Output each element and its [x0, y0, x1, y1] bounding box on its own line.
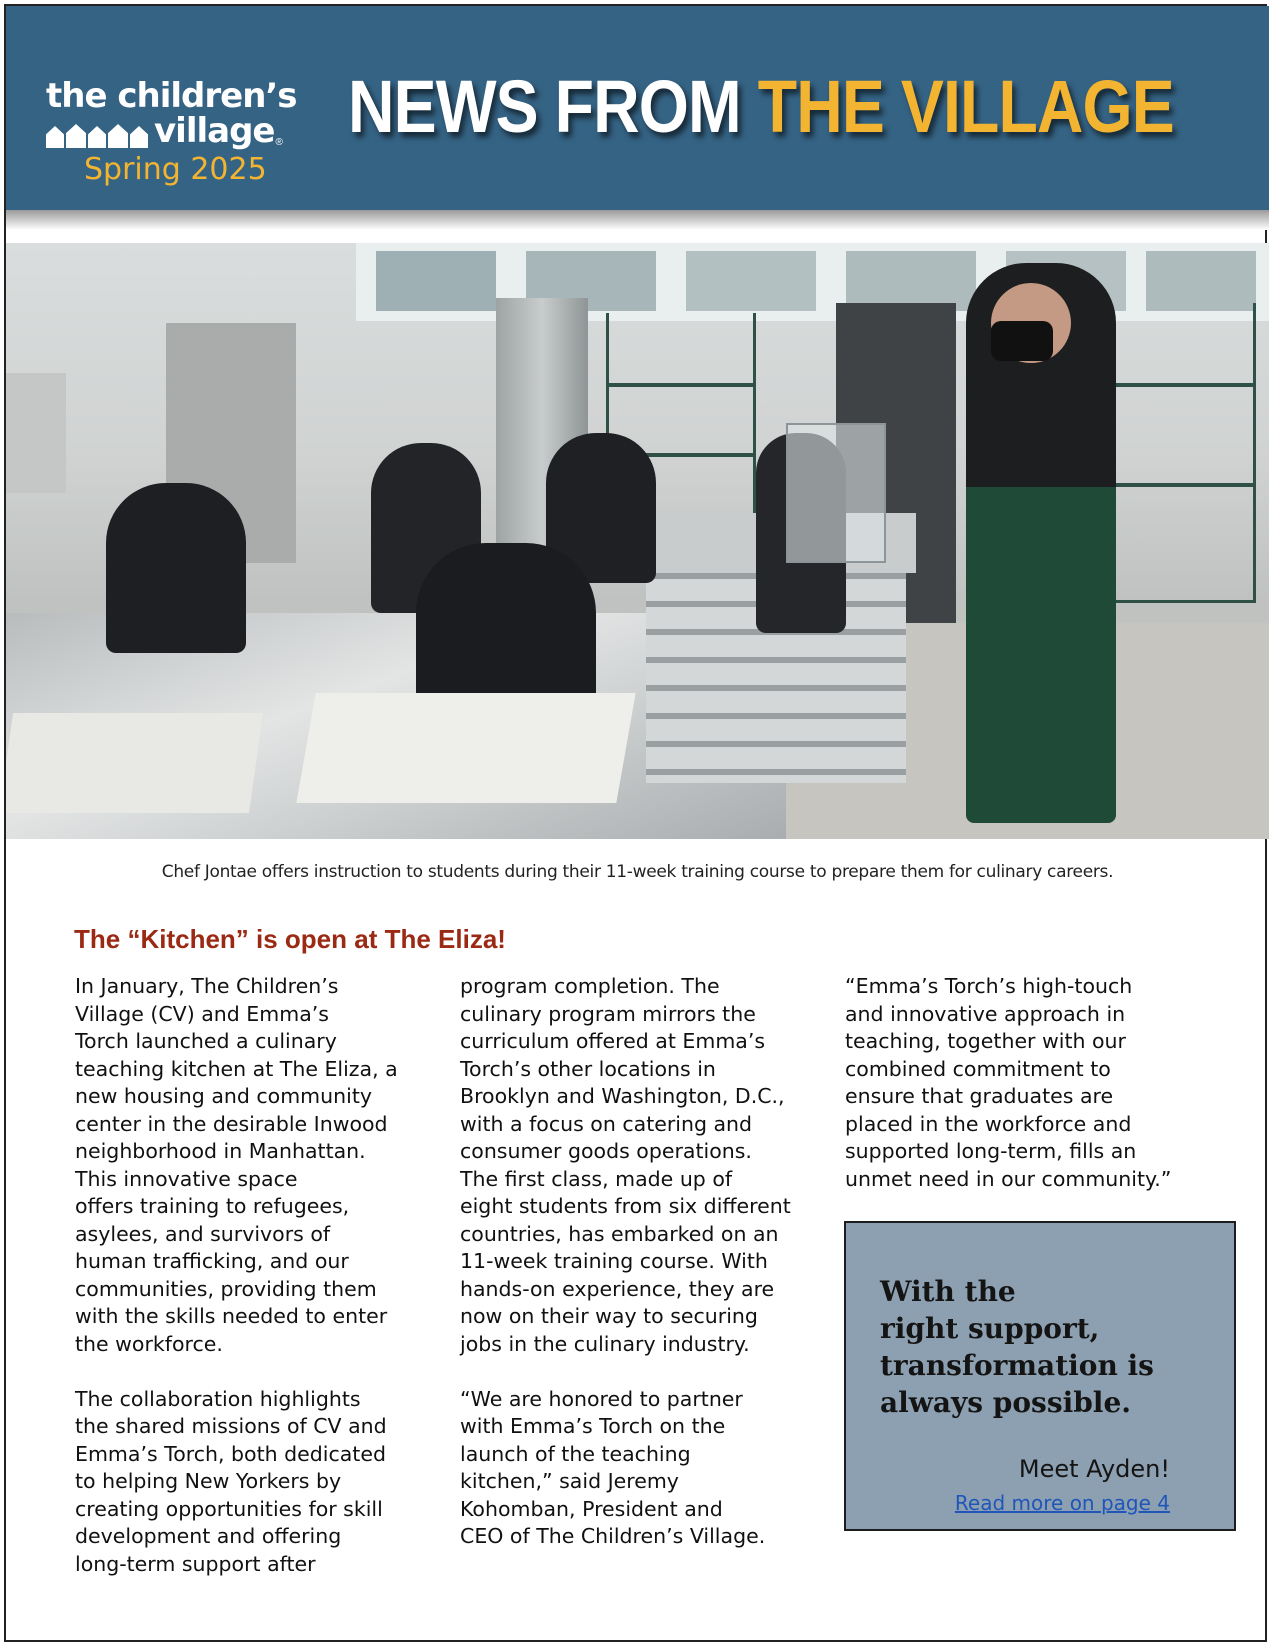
text-line: kitchen,” said Jeremy — [460, 1469, 679, 1493]
callout-heading: Meet Ayden! — [1018, 1455, 1170, 1483]
title-white: NEWS FROM — [348, 65, 758, 148]
registered-mark: ® — [275, 137, 283, 148]
text-line: “We are honored to partner — [460, 1386, 743, 1411]
text-line: jobs in the culinary industry. — [460, 1331, 750, 1356]
text-line: long-term support after — [75, 1551, 316, 1576]
houses-logo-icon — [46, 124, 148, 148]
text-line: Village (CV) and Emma’s — [75, 1001, 329, 1026]
text-line: to helping New Yorkers by — [75, 1469, 342, 1493]
logo — [46, 111, 283, 151]
text-line: program completion. The — [460, 974, 720, 998]
text-line: teaching, together with our — [845, 1029, 1126, 1053]
text-line: curriculum offered at Emma’s — [460, 1029, 766, 1053]
text-line: Torch’s other locations in — [460, 1056, 716, 1081]
text-line: eight students from six different — [460, 1194, 791, 1218]
text-line: Brooklyn and Washington, D.C., — [460, 1084, 785, 1108]
text-line: now on their way to securing — [460, 1304, 758, 1328]
callout-quote — [880, 1273, 1154, 1421]
text-line: creating opportunities for skill — [75, 1496, 383, 1521]
newsletter-title — [348, 64, 1174, 149]
text-line: placed in the workforce and — [845, 1111, 1132, 1136]
text-line: unmet need in our community.” — [845, 1166, 1172, 1191]
text-line: with a focus on catering and — [460, 1111, 753, 1136]
text-line: Emma’s Torch, both dedicated — [75, 1441, 386, 1466]
title-gold: THE VILLAGE — [757, 65, 1174, 148]
text-line: Torch launched a culinary — [75, 1029, 337, 1053]
quote-line: right support, — [880, 1312, 1100, 1345]
text-line: The first class, made up of — [460, 1166, 733, 1191]
quote-line: transformation is — [880, 1349, 1154, 1382]
text-line: human trafficking, and our — [75, 1249, 349, 1273]
text-line: the shared missions of CV and — [75, 1414, 387, 1438]
text-line: offers training to refugees, — [75, 1194, 350, 1218]
text-line: “Emma’s Torch’s high-touch — [845, 974, 1133, 998]
callout-box — [844, 1221, 1236, 1531]
text-line: and innovative approach in — [845, 1001, 1126, 1026]
logo-text-top: the children’s — [46, 76, 297, 116]
text-line: the workforce. — [75, 1331, 223, 1356]
article-column-1 — [75, 973, 398, 1578]
kitchen-photo — [6, 243, 1269, 839]
text-line: supported long-term, fills an — [845, 1139, 1137, 1163]
text-line: with the skills needed to enter — [75, 1304, 388, 1328]
issue-date: Spring 2025 — [84, 152, 267, 187]
text-line: ensure that graduates are — [845, 1084, 1114, 1108]
text-line: countries, has embarked on an — [460, 1221, 779, 1246]
quote-line: With the — [880, 1275, 1016, 1308]
text-line: combined commitment to — [845, 1056, 1111, 1081]
logo-text-bottom: village — [154, 111, 275, 151]
text-line: center in the desirable Inwood — [75, 1111, 388, 1136]
article-column-2 — [460, 973, 791, 1551]
text-line: In January, The Children’s — [75, 974, 339, 998]
text-line: new housing and community — [75, 1084, 372, 1108]
text-line: 11-week training course. With — [460, 1249, 768, 1273]
text-line: with Emma’s Torch on the — [460, 1414, 726, 1438]
text-line: hands-on experience, they are — [460, 1276, 775, 1301]
text-line: neighborhood in Manhattan. — [75, 1139, 366, 1163]
article-column-3 — [845, 973, 1171, 1193]
text-line: Kohomban, President and — [460, 1496, 723, 1521]
article-title: The “Kitchen” is open at The Eliza! — [74, 924, 506, 954]
text-line: launch of the teaching — [460, 1441, 691, 1466]
text-line: The collaboration highlights — [75, 1386, 361, 1411]
text-line: culinary program mirrors the — [460, 1001, 756, 1026]
text-line: consumer goods operations. — [460, 1139, 752, 1163]
text-line: CEO of The Children’s Village. — [460, 1524, 766, 1548]
text-line: asylees, and survivors of — [75, 1221, 331, 1246]
photo-caption: Chef Jontae offers instruction to students during their 11-week training course to prepare them for culinary careers. — [161, 862, 1114, 882]
read-more-link[interactable]: Read more on page 4 — [954, 1491, 1170, 1515]
masthead-shadow — [6, 210, 1269, 230]
text-line: communities, providing them — [75, 1276, 377, 1301]
text-line: This innovative space — [75, 1166, 298, 1191]
text-line: teaching kitchen at The Eliza, a — [75, 1056, 398, 1081]
quote-line: always possible. — [880, 1386, 1132, 1419]
text-line: development and offering — [75, 1524, 342, 1548]
